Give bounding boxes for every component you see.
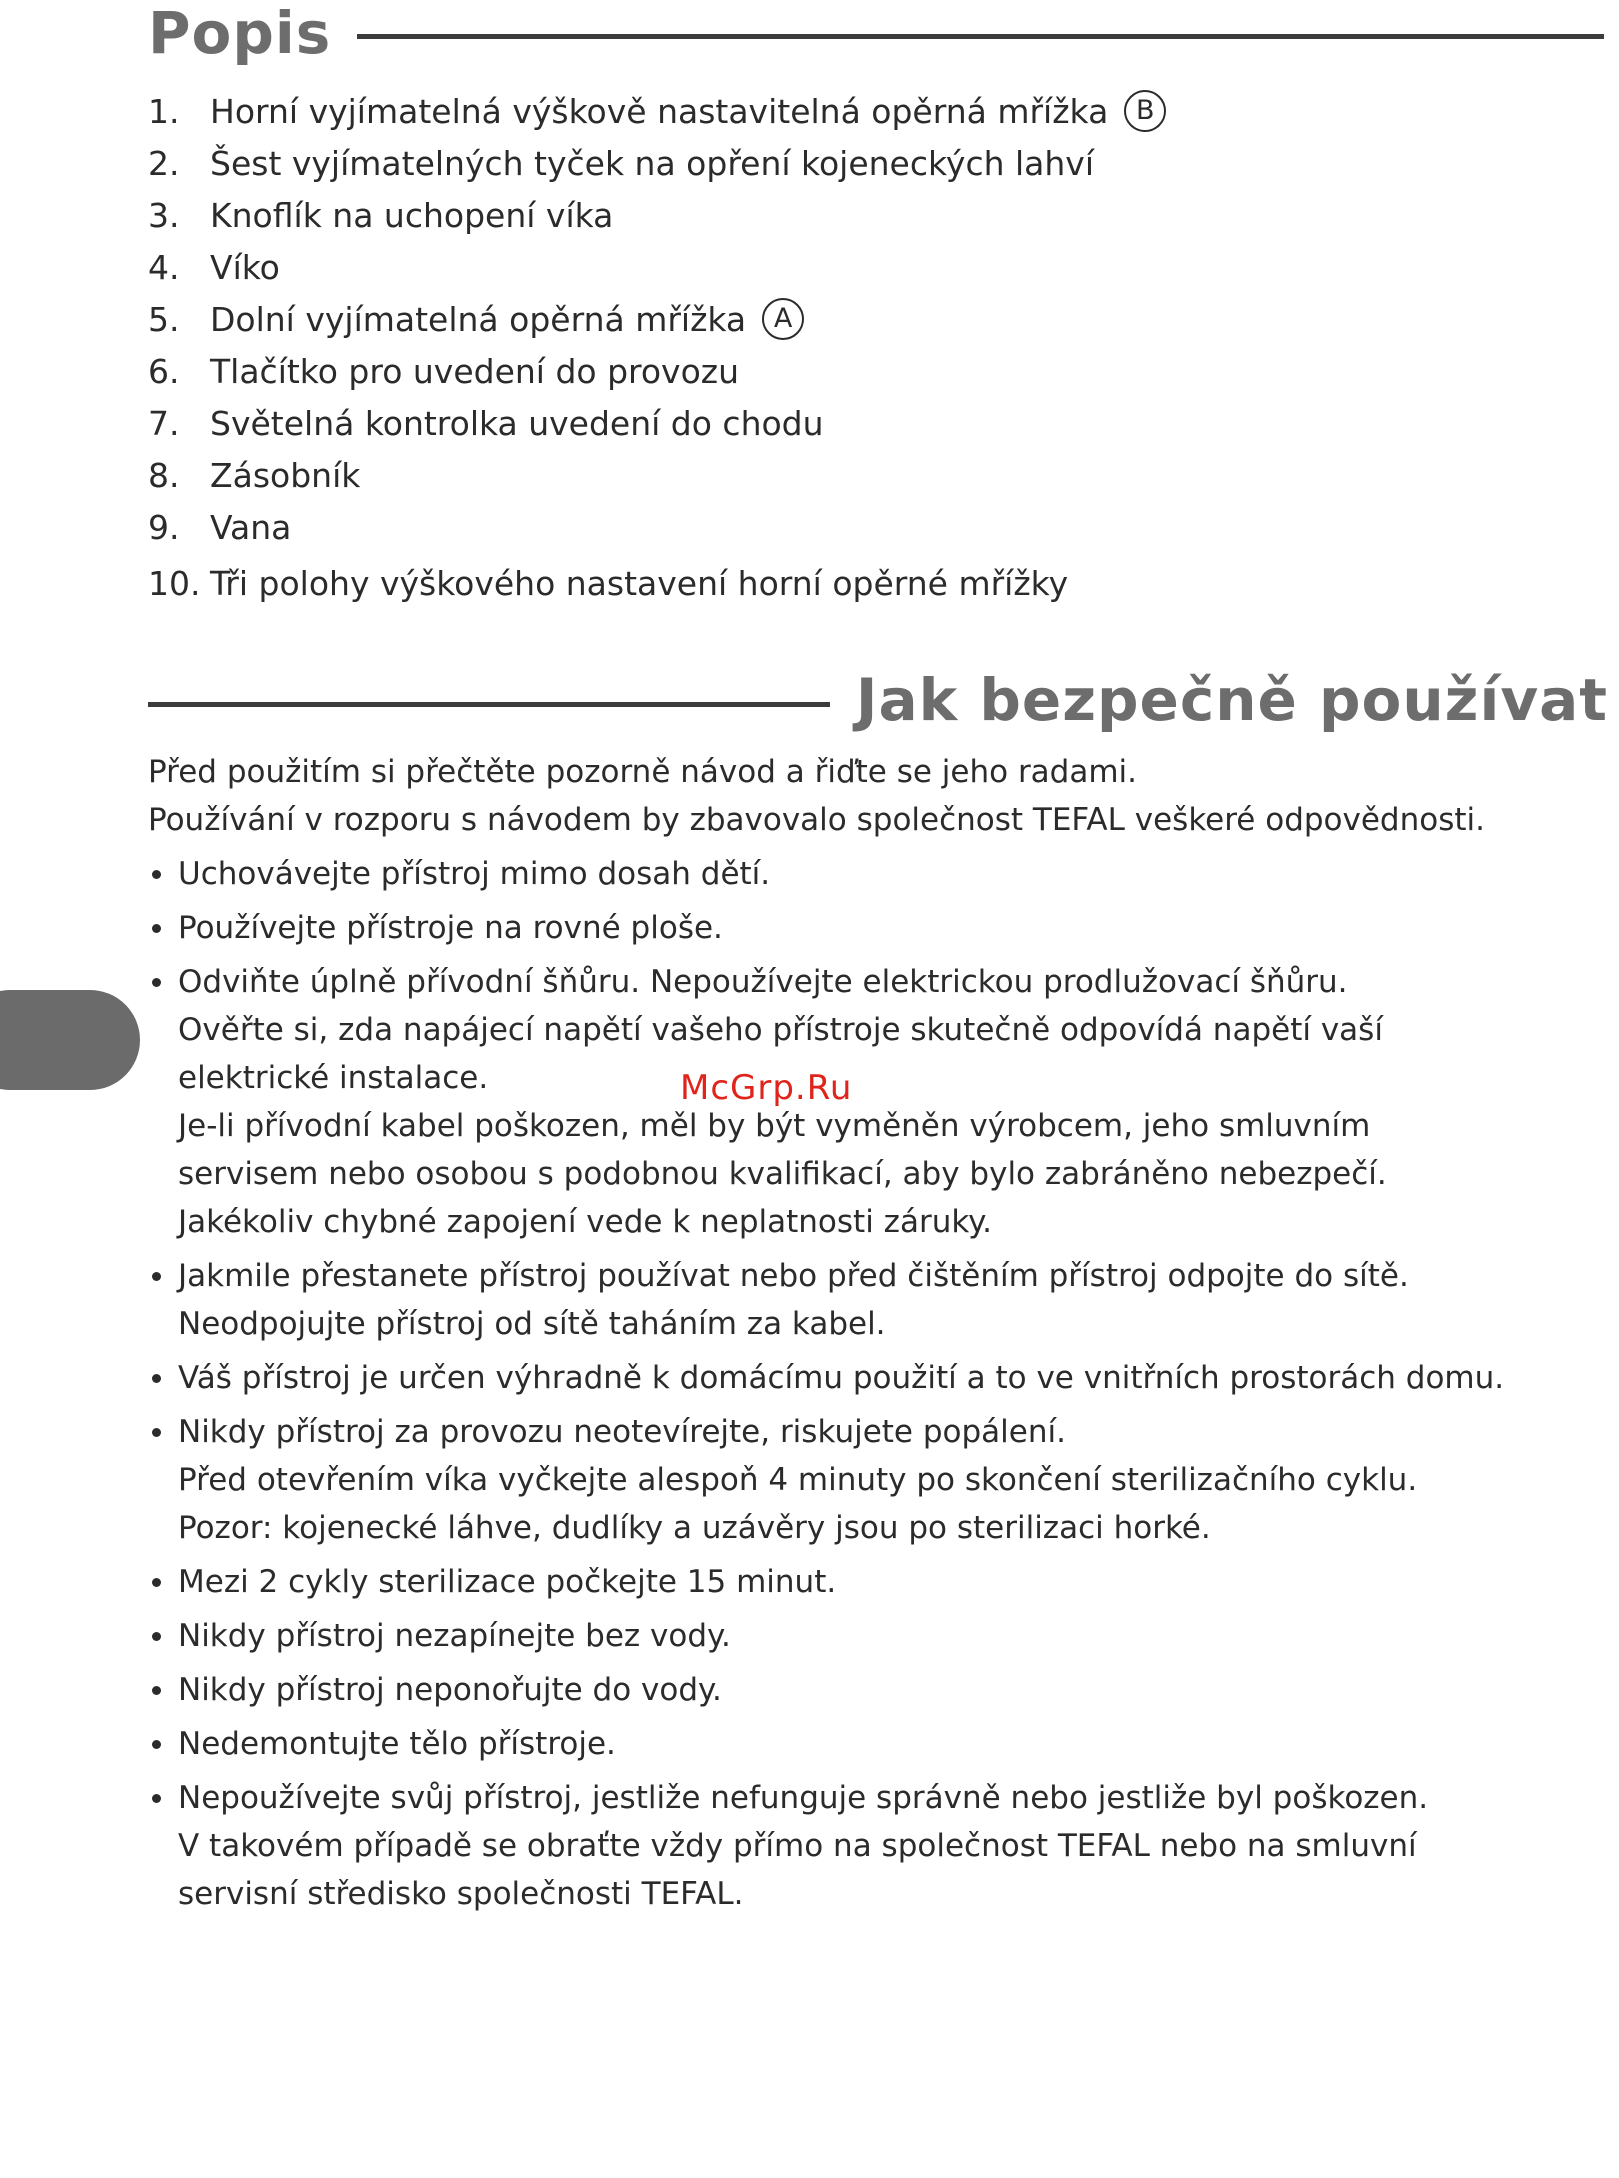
bullet-line: Odviňte úplně přívodní šňůru. Nepoužívejte elektrickou prodlužovací šňůru.	[178, 964, 1348, 1000]
list-item	[148, 86, 1166, 138]
bullet-dot	[152, 1794, 161, 1803]
safety-title: Jak bezpečně používat	[855, 666, 1608, 734]
bullet-line: Neodpojujte přístroj od sítě taháním za kabel.	[178, 1306, 886, 1342]
item-number: 5.	[148, 300, 180, 339]
item-number: 1.	[148, 92, 180, 131]
list-item	[148, 242, 1166, 294]
bullet-dot	[152, 1740, 161, 1749]
list-item	[148, 558, 1166, 610]
item-number: 6.	[148, 352, 180, 391]
bullet-item	[148, 1612, 1608, 1660]
parts-list	[148, 86, 1166, 610]
intro-line: Před použitím si přečtěte pozorně návod a řiďte se jeho radami.	[148, 754, 1138, 790]
bullet-item	[148, 1666, 1608, 1714]
circled-letter-b: B	[1124, 90, 1166, 132]
item-text: Tlačítko pro uvedení do provozu	[210, 352, 740, 391]
bullet-line: Jakmile přestanete přístroj používat nebo před čištěním přístroj odpojte do sítě.	[178, 1258, 1409, 1294]
intro-line: Používání v rozporu s návodem by zbavovalo společnost TEFAL veškeré odpovědnosti.	[148, 802, 1485, 838]
item-number: 10.	[148, 564, 201, 603]
circled-letter-a: A	[762, 298, 804, 340]
bullet-item	[148, 850, 1608, 898]
item-text: Dolní vyjímatelná opěrná mřížka	[210, 300, 747, 339]
bullet-dot	[152, 1686, 161, 1695]
bullet-line: Pozor: kojenecké láhve, dudlíky a uzávěry jsou po sterilizaci horké.	[178, 1510, 1211, 1546]
list-item	[148, 346, 1166, 398]
bullet-line: Je-li přívodní kabel poškozen, měl by být vyměněn výrobcem, jeho smluvním	[178, 1108, 1371, 1144]
bullet-line: Mezi 2 cykly sterilizace počkejte 15 minut.	[178, 1564, 837, 1600]
bullet-item	[148, 1720, 1608, 1768]
bullet-line: Před otevřením víka vyčkejte alespoň 4 minuty po skončení sterilizačního cyklu.	[178, 1462, 1418, 1498]
item-number: 3.	[148, 196, 180, 235]
bullet-line: Váš přístroj je určen výhradně k domácímu použití a to ve vnitřních prostorách domu.	[178, 1360, 1505, 1396]
item-text: Šest vyjímatelných tyček na opření kojeneckých lahví	[210, 144, 1095, 183]
bullet-line: Nikdy přístroj neponořujte do vody.	[178, 1672, 722, 1708]
bullet-line: elektrické instalace.	[178, 1060, 489, 1096]
bullet-item	[148, 1252, 1608, 1348]
bullet-dot	[152, 924, 161, 933]
bullet-line: servisní středisko společnosti TEFAL.	[178, 1876, 744, 1912]
bullet-item	[148, 1774, 1608, 1918]
list-item	[148, 294, 1166, 346]
bullet-dot	[152, 1632, 161, 1641]
bullet-line: Nikdy přístroj nezapínejte bez vody.	[178, 1618, 731, 1654]
watermark: McGrp.Ru	[680, 1068, 853, 1108]
bullet-item	[148, 958, 1608, 1246]
safety-heading	[148, 662, 1608, 738]
list-item	[148, 450, 1166, 502]
item-number: 7.	[148, 404, 180, 443]
item-text: Tři polohy výškového nastavení horní opěrné mřížky	[210, 564, 1069, 603]
item-text: Zásobník	[210, 456, 361, 495]
list-item	[148, 398, 1166, 450]
bullet-dot	[152, 870, 161, 879]
list-item	[148, 138, 1166, 190]
heading-rule	[148, 702, 830, 707]
bullet-line: Nedemontujte tělo přístroje.	[178, 1726, 616, 1762]
item-number: 9.	[148, 508, 180, 547]
heading-rule	[357, 34, 1604, 39]
bullet-line: Uchovávejte přístroj mimo dosah dětí.	[178, 856, 771, 892]
bullet-item	[148, 1558, 1608, 1606]
item-text: Knoflík na uchopení víka	[210, 196, 614, 235]
safety-bullet-list	[148, 850, 1608, 1924]
bullet-dot	[152, 1428, 161, 1437]
bullet-line: servisem nebo osobou s podobnou kvalifikací, aby bylo zabráněno nebezpečí.	[178, 1156, 1387, 1192]
item-number: 2.	[148, 144, 180, 183]
list-item	[148, 502, 1166, 554]
bullet-line: Nepoužívejte svůj přístroj, jestliže nefunguje správně nebo jestliže byl poškozen.	[178, 1780, 1429, 1816]
bullet-line: Nikdy přístroj za provozu neotevírejte, riskujete popálení.	[178, 1414, 1066, 1450]
bullet-item	[148, 904, 1608, 952]
list-item	[148, 190, 1166, 242]
bullet-line: Používejte přístroje na rovné ploše.	[178, 910, 723, 946]
bullet-dot	[152, 1272, 161, 1281]
item-text: Horní vyjímatelná výškově nastavitelná opěrná mřížka	[210, 92, 1109, 131]
bullet-dot	[152, 978, 161, 987]
item-text: Světelná kontrolka uvedení do chodu	[210, 404, 824, 443]
page-side-tab	[0, 990, 140, 1090]
bullet-line: Ověřte si, zda napájecí napětí vašeho přístroje skutečně odpovídá napětí vaší	[178, 1012, 1383, 1048]
popis-title: Popis	[148, 0, 332, 67]
bullet-dot	[152, 1374, 161, 1383]
bullet-line: Jakékoliv chybné zapojení vede k neplatnosti záruky.	[178, 1204, 992, 1240]
item-text: Víko	[210, 248, 280, 287]
bullet-item	[148, 1354, 1608, 1402]
item-number: 8.	[148, 456, 180, 495]
bullet-item	[148, 1408, 1608, 1552]
popis-heading	[148, 0, 1604, 66]
safety-intro	[148, 748, 1608, 844]
bullet-line: V takovém případě se obraťte vždy přímo na společnost TEFAL nebo na smluvní	[178, 1828, 1417, 1864]
item-number: 4.	[148, 248, 180, 287]
bullet-dot	[152, 1578, 161, 1587]
item-text: Vana	[210, 508, 292, 547]
